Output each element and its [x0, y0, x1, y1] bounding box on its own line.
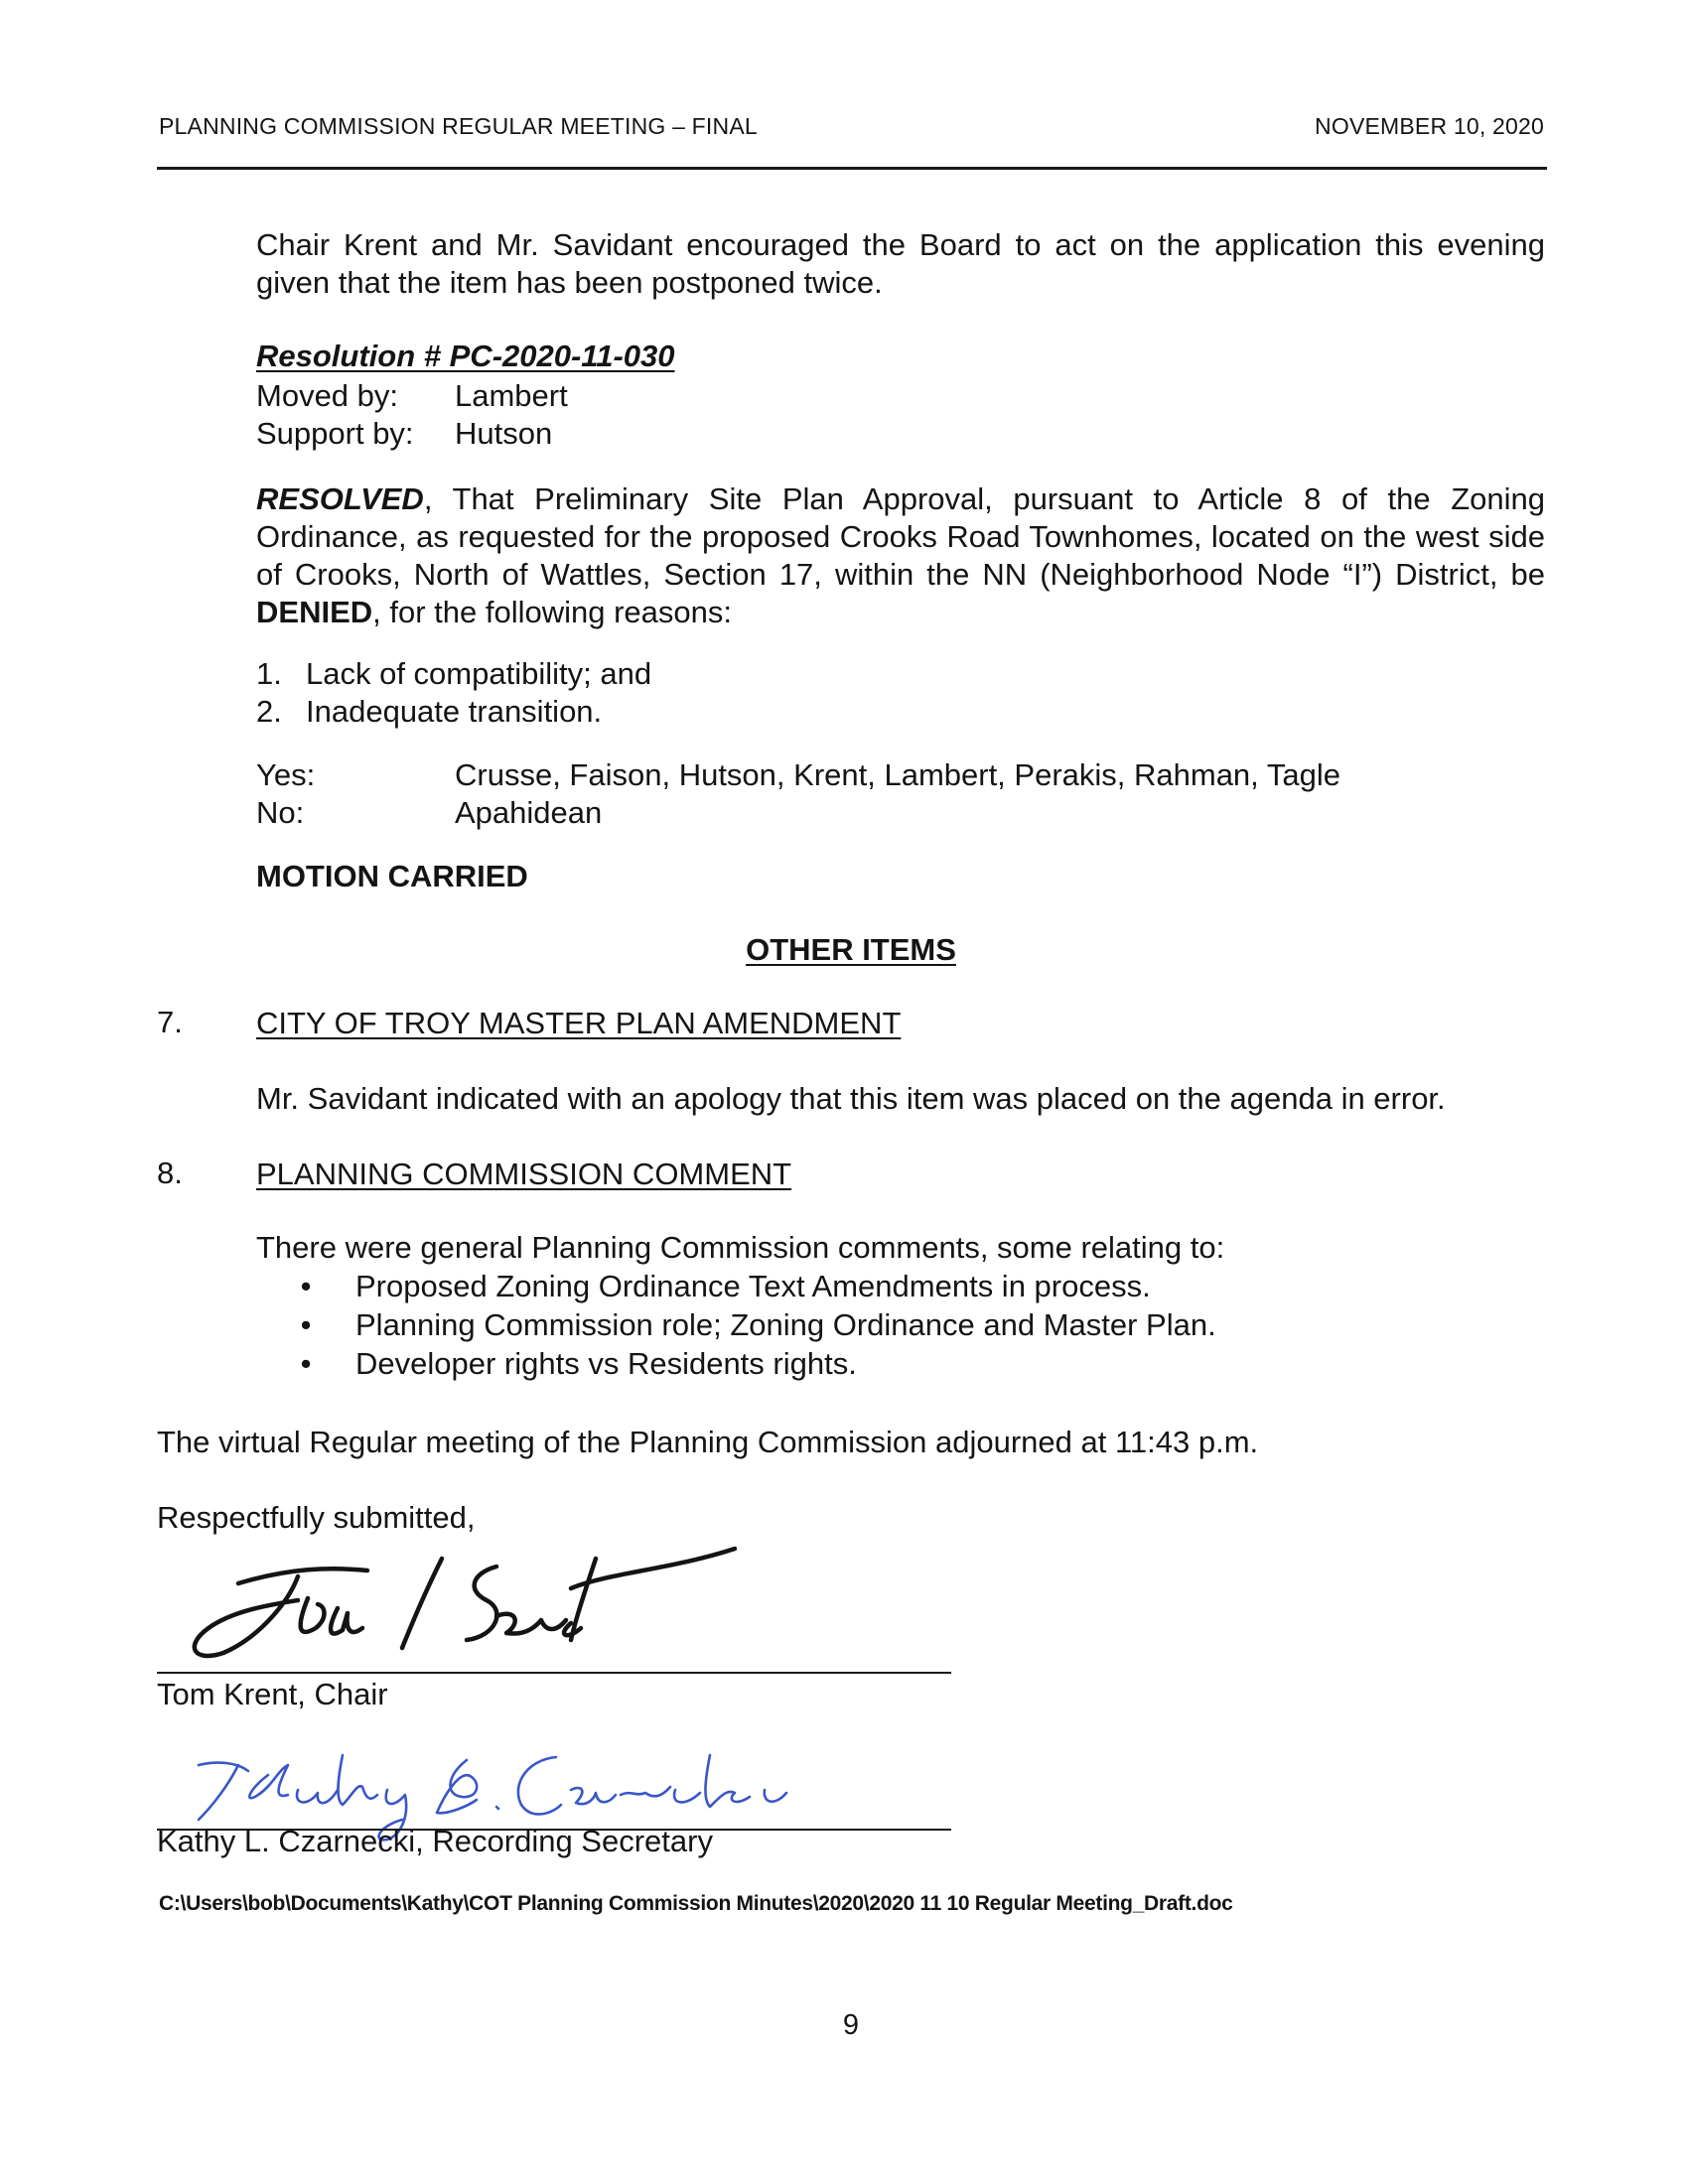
reason-text: Lack of compatibility; and	[306, 656, 652, 691]
page-number: 9	[842, 2009, 860, 2041]
chair-name: Tom Krent, Chair	[157, 1677, 388, 1711]
bullet-icon: •	[300, 1307, 312, 1342]
resolution-text	[256, 480, 1545, 631]
chair-signature-line	[157, 1672, 951, 1674]
page-header	[159, 113, 1544, 140]
item-number: 7.	[157, 1005, 183, 1039]
adjourned-text: The virtual Regular meeting of the Planning Commission adjourned at 11:43 p.m.	[157, 1425, 1259, 1459]
other-items-heading: OTHER ITEMS	[746, 932, 956, 967]
vote-yes-row	[256, 756, 1545, 794]
vote-no-names: Apahidean	[455, 795, 603, 830]
list-item	[256, 1344, 1448, 1383]
vote-no-row	[256, 794, 1545, 832]
file-path: C:\Users\bob\Documents\Kathy\COT Planning Commission Minutes\2020\2020 11 10 Regular Meeting_Draft.doc	[159, 1892, 1233, 1915]
item-text: Mr. Savidant indicated with an apology that this item was placed on the agenda in error.	[256, 1081, 1446, 1116]
resolved-word: RESOLVED	[256, 481, 424, 516]
reason-number: 2.	[256, 694, 282, 729]
moved-by-row	[256, 377, 1545, 415]
respectfully-submitted: Respectfully submitted,	[157, 1500, 476, 1535]
support-by-label: Support by:	[256, 416, 414, 451]
reason-item	[256, 693, 1545, 731]
header-date: NOVEMBER 10, 2020	[1315, 113, 1544, 139]
header-title: PLANNING COMMISSION REGULAR MEETING – FINAL	[159, 113, 758, 139]
reason-number: 1.	[256, 656, 282, 691]
bullet-icon: •	[300, 1346, 312, 1381]
resolution-text-before: , That Preliminary Site Plan Approval, pursuant to Article 8 of the Zoning Ordinance, as requested for the proposed Crooks Road Townhomes, located on the west side of Crooks, North of Wattles, Section 17, within the NN (Neighborhood Node “I”) District, be	[256, 481, 1545, 592]
item-title: CITY OF TROY MASTER PLAN AMENDMENT	[256, 1006, 902, 1040]
resolution-number: Resolution # PC-2020-11-030	[256, 339, 675, 373]
list-item	[256, 1305, 1448, 1344]
item-title: PLANNING COMMISSION COMMENT	[256, 1157, 792, 1191]
resolution-text-after: , for the following reasons:	[372, 595, 732, 629]
moved-by-label: Moved by:	[256, 378, 399, 413]
reason-item	[256, 655, 1545, 693]
item-number: 8.	[157, 1156, 183, 1190]
list-item	[256, 1267, 1448, 1305]
support-by-value: Hutson	[455, 416, 553, 451]
denied-word: DENIED	[256, 595, 373, 629]
motion-carried: MOTION CARRIED	[256, 859, 528, 893]
reason-text: Inadequate transition.	[306, 694, 603, 729]
resolution-title	[256, 338, 1545, 375]
bullet-text: Developer rights vs Residents rights.	[355, 1346, 857, 1381]
support-by-row	[256, 415, 1545, 453]
header-rule	[157, 167, 1547, 170]
comment-bullet-list	[256, 1267, 1448, 1383]
bullet-text: Planning Commission role; Zoning Ordinance and Master Plan.	[355, 1307, 1216, 1342]
bullet-icon: •	[300, 1269, 312, 1303]
bullet-text: Proposed Zoning Ordinance Text Amendments in process.	[355, 1269, 1151, 1303]
secretary-name: Kathy L. Czarnecki, Recording Secretary	[157, 1824, 713, 1858]
vote-yes-names: Crusse, Faison, Hutson, Krent, Lambert, Perakis, Rahman, Tagle	[455, 757, 1340, 792]
moved-by-value: Lambert	[455, 378, 568, 413]
vote-no-label: No:	[256, 795, 305, 830]
intro-paragraph: Chair Krent and Mr. Savidant encouraged the Board to act on the application this evening given that the item has been postponed twice.	[256, 227, 1545, 300]
item-intro: There were general Planning Commission comments, some relating to:	[256, 1230, 1225, 1265]
vote-yes-label: Yes:	[256, 757, 316, 792]
chair-signature-image	[179, 1529, 774, 1678]
